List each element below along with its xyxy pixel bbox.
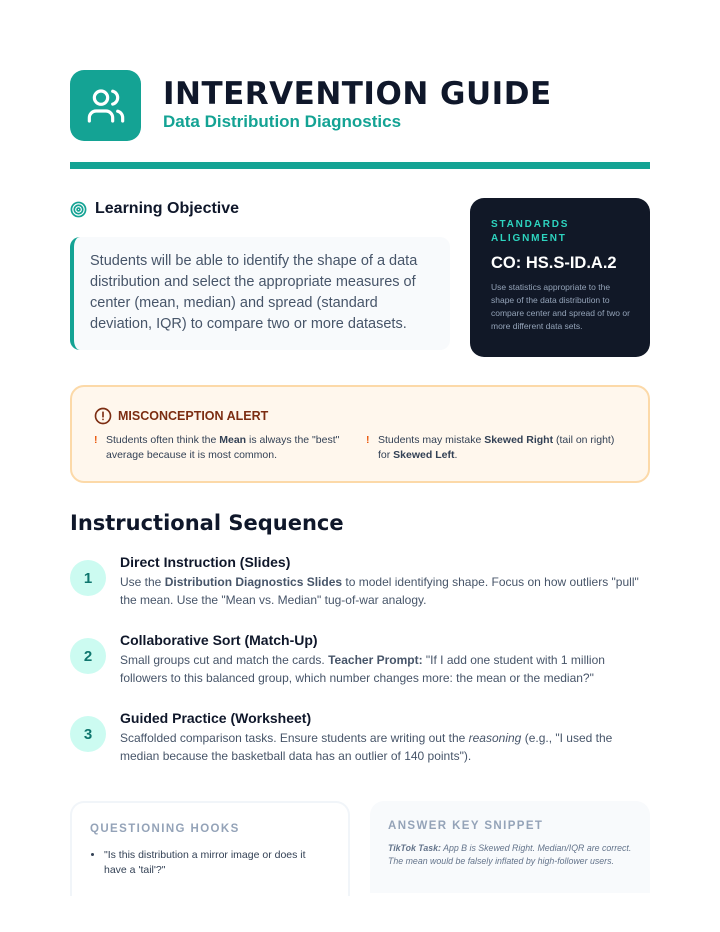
step-description: Use the Distribution Diagnostics Slides to model identifying shape. Focus on how outliers "pull" the mean. Use the "Mean vs. Median" tug-of-war analogy.	[120, 575, 639, 607]
exclamation-icon: !	[366, 434, 370, 446]
questioning-hooks-list	[90, 848, 330, 877]
step-description: Small groups cut and match the cards. Teacher Prompt: "If I add one student with 1 million followers to this balanced group, which number changes more: the mean or the median?"	[120, 653, 605, 685]
sequence-title: Instructional Sequence	[70, 511, 344, 535]
answer-key-text: TikTok Task: App B is Skewed Right. Median/IQR are correct. The mean would be falsely inflated by high-follower users.	[388, 843, 632, 866]
step-number: 2	[70, 638, 106, 674]
misconception-heading	[94, 407, 268, 425]
alert-circle-icon	[94, 407, 112, 425]
page-title: INTERVENTION GUIDE	[163, 76, 552, 112]
users-icon	[86, 86, 126, 126]
exclamation-icon: !	[94, 434, 98, 446]
answer-key-card	[370, 801, 650, 893]
step-title: Collaborative Sort (Match-Up)	[120, 632, 318, 648]
header	[70, 70, 650, 142]
misconception-item: ! Students may mistake Skewed Right (tail on right) for Skewed Left.	[366, 434, 615, 461]
standards-card	[470, 198, 650, 357]
step-number: 3	[70, 716, 106, 752]
page-subtitle: Data Distribution Diagnostics	[163, 112, 402, 131]
misconception-item: ! Students often think the Mean is always the "best" average because it is most common.	[94, 434, 340, 461]
standards-label: STANDARDS ALIGNMENT	[491, 219, 570, 244]
step-description: Scaffolded comparison tasks. Ensure students are writing out the reasoning (e.g., "I used the median because the basketball data has an outlier of 140 points").	[120, 731, 613, 763]
step-title: Direct Instruction (Slides)	[120, 554, 291, 570]
step-number: 1	[70, 560, 106, 596]
learning-objective-title: Learning Objective	[95, 200, 240, 217]
questioning-hooks-label: QUESTIONING HOOKS	[90, 823, 240, 835]
questioning-hooks-card	[70, 801, 350, 896]
learning-objective-text: Students will be able to identify the shape of a data distribution and select the appropriate measures of center (mean, median) and spread (standard deviation, IQR) to compare two or more datasets.	[70, 237, 450, 350]
target-icon	[70, 201, 87, 218]
logo	[70, 70, 141, 141]
step-title: Guided Practice (Worksheet)	[120, 710, 312, 726]
misconception-title: MISCONCEPTION ALERT	[118, 409, 269, 423]
answer-key-label: ANSWER KEY SNIPPET	[388, 820, 544, 832]
learning-objective-heading	[70, 200, 239, 218]
standards-description: Use statistics appropriate to the shape of the data distribution to compare center and spread of two or more different data sets.	[491, 282, 630, 331]
misconception-alert	[70, 385, 650, 483]
header-divider	[70, 162, 650, 169]
standards-code: CO: HS.S-ID.A.2	[491, 254, 617, 272]
list-item: • "Is this distribution a mirror image or does it have a 'tail'?"	[104, 848, 330, 877]
